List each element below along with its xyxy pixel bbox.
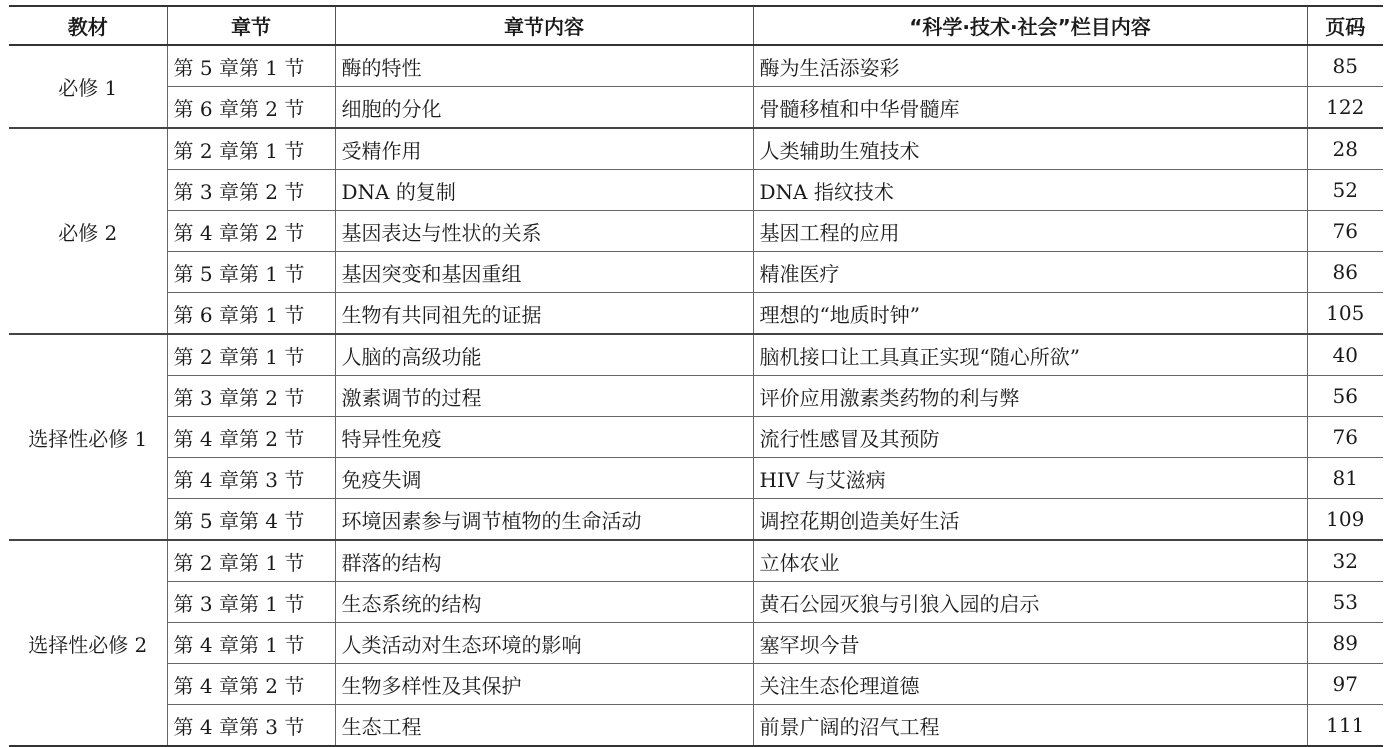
column-cell: 黄石公园灭狼与引狼入园的启示 xyxy=(753,582,1307,623)
header-sts-column: “科学·技术·社会”栏目内容 xyxy=(753,6,1307,45)
column-cell: 流行性感冒及其预防 xyxy=(753,417,1307,458)
table-row xyxy=(9,664,1383,705)
table-row xyxy=(9,705,1383,747)
column-cell: 理想的“地质时钟” xyxy=(753,293,1307,335)
table-row xyxy=(9,540,1383,582)
book-cell: 选择性必修 1 xyxy=(9,334,167,540)
column-cell: 塞罕坝今昔 xyxy=(753,623,1307,664)
column-cell: 骨髓移植和中华骨髓库 xyxy=(753,87,1307,129)
chapter-cell: 第 5 章第 4 节 xyxy=(167,499,335,541)
table-row xyxy=(9,128,1383,170)
column-cell: 前景广阔的沼气工程 xyxy=(753,705,1307,747)
content-cell: 基因表达与性状的关系 xyxy=(335,211,753,252)
page-cell: 52 xyxy=(1307,170,1383,211)
content-cell: 细胞的分化 xyxy=(335,87,753,129)
page-cell: 109 xyxy=(1307,499,1383,541)
content-cell: 生物有共同祖先的证据 xyxy=(335,293,753,335)
content-cell: DNA 的复制 xyxy=(335,170,753,211)
header-book: 教材 xyxy=(9,6,167,45)
table-row xyxy=(9,376,1383,417)
chapter-cell: 第 4 章第 2 节 xyxy=(167,211,335,252)
page-cell: 105 xyxy=(1307,293,1383,335)
page-cell: 111 xyxy=(1307,705,1383,747)
page-cell: 89 xyxy=(1307,623,1383,664)
book-cell: 必修 1 xyxy=(9,45,167,128)
chapter-cell: 第 6 章第 2 节 xyxy=(167,87,335,129)
table-body xyxy=(9,45,1383,746)
content-cell: 特异性免疫 xyxy=(335,417,753,458)
column-cell: 人类辅助生殖技术 xyxy=(753,128,1307,170)
column-cell: 基因工程的应用 xyxy=(753,211,1307,252)
page-cell: 97 xyxy=(1307,664,1383,705)
chapter-cell: 第 2 章第 1 节 xyxy=(167,540,335,582)
header-row xyxy=(9,6,1383,45)
page-cell: 122 xyxy=(1307,87,1383,129)
page-cell: 53 xyxy=(1307,582,1383,623)
chapter-cell: 第 2 章第 1 节 xyxy=(167,128,335,170)
content-cell: 人脑的高级功能 xyxy=(335,334,753,376)
table-row xyxy=(9,211,1383,252)
content-cell: 免疫失调 xyxy=(335,458,753,499)
column-cell: 精准医疗 xyxy=(753,252,1307,293)
content-cell: 受精作用 xyxy=(335,128,753,170)
content-cell: 激素调节的过程 xyxy=(335,376,753,417)
table-row xyxy=(9,252,1383,293)
chapter-cell: 第 4 章第 2 节 xyxy=(167,417,335,458)
chapter-cell: 第 4 章第 3 节 xyxy=(167,705,335,747)
content-cell: 生态工程 xyxy=(335,705,753,747)
chapter-cell: 第 3 章第 1 节 xyxy=(167,582,335,623)
table-row xyxy=(9,499,1383,541)
page-cell: 76 xyxy=(1307,417,1383,458)
content-cell: 生态系统的结构 xyxy=(335,582,753,623)
content-cell: 基因突变和基因重组 xyxy=(335,252,753,293)
content-cell: 酶的特性 xyxy=(335,45,753,87)
page-cell: 76 xyxy=(1307,211,1383,252)
chapter-cell: 第 3 章第 2 节 xyxy=(167,376,335,417)
chapter-cell: 第 6 章第 1 节 xyxy=(167,293,335,335)
column-cell: 立体农业 xyxy=(753,540,1307,582)
page-cell: 85 xyxy=(1307,45,1383,87)
column-cell: 酶为生活添姿彩 xyxy=(753,45,1307,87)
table-header xyxy=(9,6,1383,45)
table-row xyxy=(9,45,1383,87)
page-cell: 28 xyxy=(1307,128,1383,170)
book-cell: 选择性必修 2 xyxy=(9,540,167,746)
book-cell: 必修 2 xyxy=(9,128,167,334)
table-row xyxy=(9,170,1383,211)
table-row xyxy=(9,458,1383,499)
page-cell: 32 xyxy=(1307,540,1383,582)
table-row xyxy=(9,417,1383,458)
column-cell: HIV 与艾滋病 xyxy=(753,458,1307,499)
page-cell: 81 xyxy=(1307,458,1383,499)
chapter-cell: 第 5 章第 1 节 xyxy=(167,45,335,87)
content-cell: 环境因素参与调节植物的生命活动 xyxy=(335,499,753,541)
content-cell: 人类活动对生态环境的影响 xyxy=(335,623,753,664)
column-cell: 关注生态伦理道德 xyxy=(753,664,1307,705)
column-cell: 脑机接口让工具真正实现“随心所欲” xyxy=(753,334,1307,376)
page-cell: 40 xyxy=(1307,334,1383,376)
header-content: 章节内容 xyxy=(335,6,753,45)
textbook-index-table xyxy=(9,5,1383,747)
chapter-cell: 第 4 章第 1 节 xyxy=(167,623,335,664)
content-cell: 生物多样性及其保护 xyxy=(335,664,753,705)
header-chapter: 章节 xyxy=(167,6,335,45)
column-cell: 调控花期创造美好生活 xyxy=(753,499,1307,541)
table-row xyxy=(9,293,1383,335)
column-cell: 评价应用激素类药物的利与弊 xyxy=(753,376,1307,417)
table-row xyxy=(9,623,1383,664)
chapter-cell: 第 4 章第 3 节 xyxy=(167,458,335,499)
table-row xyxy=(9,582,1383,623)
chapter-cell: 第 2 章第 1 节 xyxy=(167,334,335,376)
page-cell: 56 xyxy=(1307,376,1383,417)
header-page: 页码 xyxy=(1307,6,1383,45)
page-cell: 86 xyxy=(1307,252,1383,293)
chapter-cell: 第 3 章第 2 节 xyxy=(167,170,335,211)
chapter-cell: 第 5 章第 1 节 xyxy=(167,252,335,293)
content-cell: 群落的结构 xyxy=(335,540,753,582)
table-row xyxy=(9,87,1383,129)
table-row xyxy=(9,334,1383,376)
chapter-cell: 第 4 章第 2 节 xyxy=(167,664,335,705)
column-cell: DNA 指纹技术 xyxy=(753,170,1307,211)
